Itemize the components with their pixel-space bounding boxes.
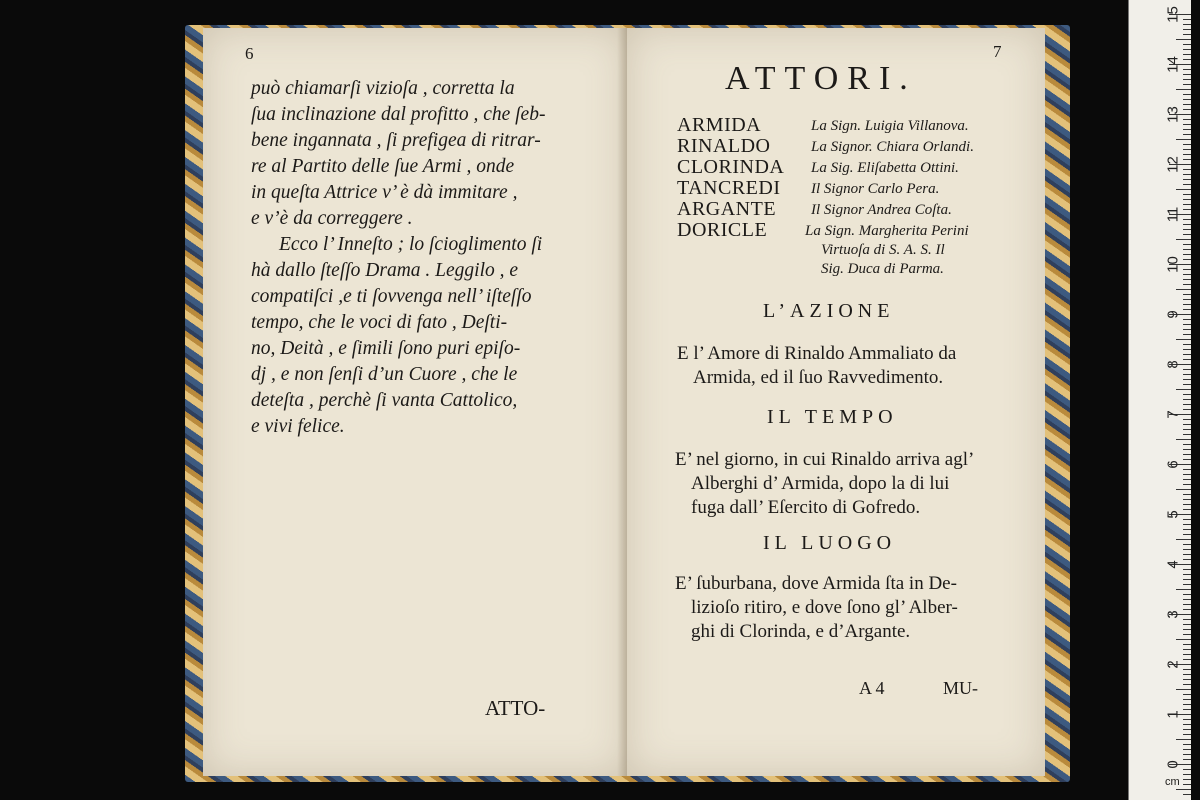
ruler-tick [1183,629,1191,630]
ruler-tick [1183,379,1191,380]
ruler-tick [1183,149,1191,150]
ruler-tick [1183,624,1191,625]
ruler-tick [1183,499,1191,500]
ruler-tick [1183,159,1191,160]
ruler-tick [1183,254,1191,255]
luogo-heading: IL LUOGO [763,532,897,554]
text-line: fuga dall’ Eſercito di Gofredo. [691,497,921,518]
ruler-tick [1176,439,1191,440]
ruler-tick [1183,729,1191,730]
ruler-tick [1183,29,1191,30]
ruler-tick [1176,589,1191,590]
ruler-tick [1183,354,1191,355]
ruler-tick [1176,139,1191,140]
ruler-tick [1183,409,1191,410]
text-line: Alberghi d’ Armida, dopo la di lui [691,473,950,494]
ruler-tick [1183,309,1191,310]
singer-name: La Sign. Luigia Villanova. [811,118,969,134]
singer-name: La Sign. Margherita Perini [805,223,969,239]
ruler-tick [1183,469,1191,470]
ruler-label: 13 [1164,106,1182,123]
ruler-unit: cm [1165,776,1180,788]
ruler-tick [1183,259,1191,260]
ruler-tick [1183,544,1191,545]
ruler-tick [1176,539,1191,540]
ruler-tick [1183,534,1191,535]
ruler-tick [1183,384,1191,385]
ruler-tick [1183,654,1191,655]
text-line: E’ nel giorno, in cui Rinaldo arriva agl’ [675,449,975,470]
ruler-tick [1183,399,1191,400]
ruler-tick [1183,579,1191,580]
ruler-tick [1183,749,1191,750]
ruler-tick [1183,604,1191,605]
text-line: e v’è da correggere . [251,208,413,229]
catchword-left: ATTO- [485,696,546,720]
text-line: tempo, che le voci di fato , Deſti- [251,312,508,333]
ruler-tick [1183,94,1191,95]
ruler-tick [1183,709,1191,710]
ruler-tick [1183,284,1191,285]
text-line: dj , e non ſenſi d’un Cuore , che le [251,364,518,385]
ruler-tick [1183,719,1191,720]
ruler-tick [1183,299,1191,300]
text-line: compatiſci ,e ti ſovvenga nell’ iſteſſo [251,286,532,307]
ruler-tick [1183,429,1191,430]
ruler-label: 8 [1164,360,1182,369]
ruler-tick [1183,594,1191,595]
ruler-tick [1176,239,1191,240]
ruler-tick [1183,194,1191,195]
ruler-tick [1183,334,1191,335]
ruler-tick [1183,34,1191,35]
text-line: bene ingannata , ſi prefigea di ritrar- [251,130,541,151]
page-title: ATTORI. [725,60,917,97]
text-line: ſua inclinazione dal profitto , che ſeb- [251,104,546,125]
ruler-tick [1183,244,1191,245]
ruler-tick [1176,289,1191,290]
ruler-tick [1183,129,1191,130]
singer-name: Il Signor Andrea Coſta. [811,202,952,218]
ruler-tick [1183,734,1191,735]
text-line: può chiamarſi vizioſa , corretta la [251,78,515,99]
ruler-tick [1183,324,1191,325]
tempo-heading: IL TEMPO [767,406,898,428]
text-line: E l’ Amore di Rinaldo Ammaliato da [677,343,957,364]
ruler-tick [1183,54,1191,55]
ruler-tick [1183,679,1191,680]
ruler-tick [1183,209,1191,210]
ruler-tick [1176,789,1191,790]
text-line: Armida, ed il ſuo Ravvedimento. [693,367,944,388]
ruler-label: 0 [1164,760,1182,769]
ruler-tick [1183,359,1191,360]
singer-name: La Sig. Eliſabetta Ottini. [811,160,959,176]
ruler-tick [1183,144,1191,145]
ruler-tick [1183,374,1191,375]
ruler-tick [1183,369,1191,370]
role-name: ARGANTE [677,198,777,220]
text-line: no, Deità , e ſimili ſono puri epiſo- [251,338,521,359]
azione-heading: L’AZIONE [763,300,895,322]
singer-note: Virtuoſa di S. A. S. Il [821,242,945,258]
ruler-tick [1183,174,1191,175]
ruler-tick [1183,449,1191,450]
ruler-tick [1183,754,1191,755]
role-name: TANCREDI [677,177,781,199]
ruler-tick [1183,349,1191,350]
text-line: lizioſo ritiro, e dove ſono gl’ Alber- [691,597,958,618]
ruler-label: 10 [1164,256,1182,273]
ruler-tick [1183,69,1191,70]
ruler-tick [1183,479,1191,480]
ruler-tick [1183,509,1191,510]
ruler-label: 6 [1164,460,1182,469]
ruler-label: 12 [1164,156,1182,173]
ruler-tick [1183,169,1191,170]
ruler-tick [1183,784,1191,785]
text-line: re al Partito delle ſue Armi , onde [251,156,515,177]
ruler-tick [1176,39,1191,40]
ruler-tick [1183,474,1191,475]
ruler-tick [1183,424,1191,425]
ruler-tick [1183,724,1191,725]
ruler-tick [1183,19,1191,20]
ruler-tick [1176,389,1191,390]
role-name: RINALDO [677,135,771,157]
ruler-tick [1183,344,1191,345]
ruler-tick [1183,49,1191,50]
ruler-tick [1183,779,1191,780]
ruler-tick [1183,99,1191,100]
ruler-tick [1183,634,1191,635]
ruler-tick [1183,794,1191,795]
ruler-tick [1183,434,1191,435]
ruler-tick [1183,184,1191,185]
ruler-tick [1183,584,1191,585]
role-name: ARMIDA [677,114,762,136]
ruler-label: 4 [1164,560,1182,569]
ruler-tick [1183,669,1191,670]
ruler-tick [1176,739,1191,740]
ruler-tick [1183,599,1191,600]
page-number-right: 7 [993,42,1002,61]
ruler-tick [1183,519,1191,520]
ruler-tick [1183,484,1191,485]
ruler-tick [1183,699,1191,700]
ruler-tick [1183,504,1191,505]
ruler-tick [1183,269,1191,270]
ruler-tick [1183,659,1191,660]
ruler-tick [1183,674,1191,675]
ruler-tick [1176,489,1191,490]
singer-name: La Signor. Chiara Orlandi. [811,139,974,155]
ruler-tick [1183,609,1191,610]
ruler-tick [1183,84,1191,85]
ruler-tick [1183,394,1191,395]
ruler-tick [1183,219,1191,220]
ruler-label: 3 [1164,610,1182,619]
ruler-tick [1183,134,1191,135]
ruler-label: 15 [1164,6,1182,23]
text-line: in queſta Attrice v’ è dà immitare , [251,182,518,203]
ruler-tick [1183,279,1191,280]
ruler-tick [1183,329,1191,330]
ruler-tick [1176,689,1191,690]
ruler-tick [1183,304,1191,305]
ruler-tick [1183,24,1191,25]
ruler-tick [1183,644,1191,645]
ruler-tick [1183,234,1191,235]
signature-mark: A 4 [859,678,885,698]
ruler-tick [1176,339,1191,340]
ruler-label: 1 [1164,710,1182,719]
ruler-tick [1183,494,1191,495]
ruler-tick [1183,454,1191,455]
ruler-tick [1183,744,1191,745]
ruler-tick [1183,529,1191,530]
ruler-tick [1183,249,1191,250]
right-page [627,28,1045,776]
ruler-tick [1183,124,1191,125]
left-page [203,28,628,776]
catchword-right: MU- [943,678,978,698]
ruler-tick [1183,44,1191,45]
text-line: e vivi felice. [251,416,345,437]
ruler-tick [1183,274,1191,275]
ruler-tick [1183,419,1191,420]
ruler-label: 5 [1164,510,1182,519]
text-line: ghi di Clorinda, e d’Argante. [691,621,911,642]
ruler-label: 14 [1164,56,1182,73]
ruler-tick [1183,79,1191,80]
ruler-tick [1183,554,1191,555]
ruler-tick [1183,619,1191,620]
ruler-tick [1183,294,1191,295]
ruler-tick [1183,694,1191,695]
text-line: hà dallo ſteſſo Drama . Leggilo , e [251,260,519,281]
role-name: DORICLE [677,219,768,241]
ruler-tick [1183,204,1191,205]
ruler-tick [1183,649,1191,650]
ruler-tick [1176,189,1191,190]
ruler-tick [1183,759,1191,760]
ruler-tick [1183,119,1191,120]
page-number-left: 6 [245,44,254,63]
ruler-tick [1183,459,1191,460]
ruler-label: 11 [1164,206,1182,223]
ruler-tick [1183,319,1191,320]
ruler-tick [1183,444,1191,445]
ruler-tick [1183,179,1191,180]
ruler-tick [1183,74,1191,75]
ruler-label: 9 [1164,310,1182,319]
ruler-tick [1183,154,1191,155]
ruler-tick [1183,684,1191,685]
ruler-tick [1183,769,1191,770]
singer-note: Sig. Duca di Parma. [821,261,944,277]
ruler-tick [1183,199,1191,200]
measurement-ruler [1128,0,1191,800]
ruler-tick [1183,109,1191,110]
ruler-tick [1176,639,1191,640]
singer-name: Il Signor Carlo Pera. [811,181,940,197]
ruler-tick [1183,404,1191,405]
text-line: deteſta , perchè ſi vanta Cattolico, [251,390,518,411]
ruler-tick [1183,559,1191,560]
ruler-label: 7 [1164,410,1182,419]
ruler-label: 2 [1164,660,1182,669]
ruler-tick [1183,59,1191,60]
ruler-tick [1183,549,1191,550]
text-line: Ecco l’ Inneſto ; lo ſcioglimento ſi [279,234,543,255]
ruler-tick [1183,224,1191,225]
ruler-tick [1176,89,1191,90]
text-line: E’ ſuburbana, dove Armida ſta in De- [675,573,957,594]
ruler-tick [1183,574,1191,575]
ruler-tick [1183,774,1191,775]
ruler-tick [1183,524,1191,525]
ruler-tick [1183,704,1191,705]
ruler-tick [1183,569,1191,570]
ruler-tick [1183,104,1191,105]
ruler-tick [1183,229,1191,230]
role-name: CLORINDA [677,156,785,178]
